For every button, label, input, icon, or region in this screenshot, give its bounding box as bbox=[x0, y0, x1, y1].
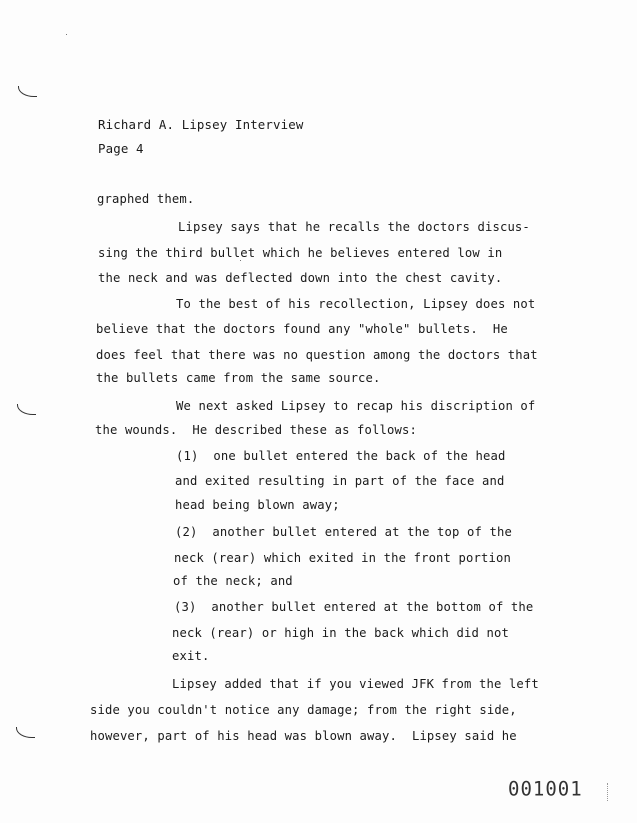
body-line: To the best of his recollection, Lipsey does not bbox=[176, 297, 536, 311]
body-line: sing the third bullet which he believes entered low in bbox=[98, 246, 503, 260]
body-line: of the neck; and bbox=[173, 574, 293, 588]
scan-speck bbox=[240, 260, 241, 261]
body-line: does feel that there was no question among the doctors that bbox=[96, 348, 538, 362]
wound-item-1: (1) one bullet entered the back of the head bbox=[176, 449, 506, 463]
body-line: the neck and was deflected down into the chest cavity. bbox=[98, 271, 503, 285]
document-control-number: 001001 bbox=[508, 777, 583, 801]
body-line: and exited resulting in part of the face and bbox=[175, 474, 505, 488]
scan-speck bbox=[66, 34, 67, 35]
wound-item-3: (3) another bullet entered at the bottom of the bbox=[174, 600, 534, 614]
body-line: We next asked Lipsey to recap his discription of bbox=[176, 399, 536, 413]
body-line: believe that the doctors found any "whole" bullets. He bbox=[96, 322, 508, 336]
body-line: Lipsey says that he recalls the doctors discus- bbox=[178, 220, 530, 234]
binder-hole-mark-top bbox=[18, 86, 37, 97]
body-line: however, part of his head was blown away. Lipsey said he bbox=[90, 729, 517, 743]
body-line: graphed them. bbox=[97, 192, 195, 206]
body-line: Lipsey added that if you viewed JFK from the left bbox=[172, 677, 539, 691]
body-line: exit. bbox=[172, 649, 210, 663]
page-number-label: Page 4 bbox=[98, 141, 144, 156]
body-line: neck (rear) or high in the back which did not bbox=[172, 626, 509, 640]
body-line: the bullets came from the same source. bbox=[96, 371, 381, 385]
binder-hole-mark-middle bbox=[17, 404, 36, 415]
document-title: Richard A. Lipsey Interview bbox=[98, 117, 304, 132]
binder-hole-mark-bottom bbox=[16, 727, 35, 738]
wound-item-2: (2) another bullet entered at the top of the bbox=[175, 525, 512, 539]
body-line: head being blown away; bbox=[175, 498, 340, 512]
body-line: side you couldn't notice any damage; from the right side, bbox=[90, 703, 517, 717]
scan-edge-mark bbox=[607, 783, 610, 801]
body-line: the wounds. He described these as follows: bbox=[95, 423, 417, 437]
body-line: neck (rear) which exited in the front portion bbox=[174, 551, 511, 565]
